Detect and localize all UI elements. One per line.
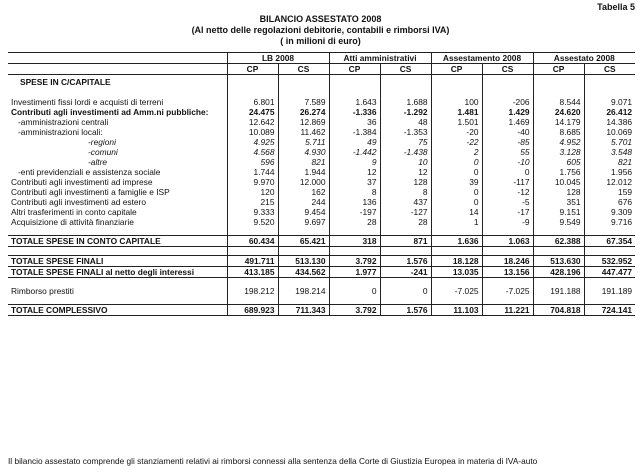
value-cell: -7.025 bbox=[431, 286, 482, 296]
column-header: CS bbox=[482, 64, 533, 75]
table-row bbox=[8, 197, 635, 207]
value-cell: 0 bbox=[431, 157, 482, 167]
value-cell: 67.354 bbox=[584, 236, 635, 247]
value-cell: 351 bbox=[533, 197, 584, 207]
value-cell: 4.568 bbox=[227, 147, 278, 157]
spacer-cell bbox=[380, 296, 431, 305]
value-cell: -85 bbox=[482, 137, 533, 147]
table-row bbox=[8, 286, 635, 296]
table-row bbox=[8, 207, 635, 217]
value-cell: 12.642 bbox=[227, 117, 278, 127]
value-cell: 6.801 bbox=[227, 97, 278, 107]
group-header: Assestato 2008 bbox=[533, 53, 635, 64]
row-label: TOTALE SPESE IN CONTO CAPITALE bbox=[8, 236, 227, 247]
spacer-row bbox=[8, 278, 635, 287]
value-cell: 3.792 bbox=[329, 305, 380, 316]
value-cell: 215 bbox=[227, 197, 278, 207]
value-cell: 198.214 bbox=[278, 286, 329, 296]
spacer-row bbox=[8, 227, 635, 236]
spacer-cell bbox=[482, 296, 533, 305]
value-cell: 4.952 bbox=[533, 137, 584, 147]
value-cell: 191.189 bbox=[584, 286, 635, 296]
value-cell: 8.685 bbox=[533, 127, 584, 137]
value-cell: 24.620 bbox=[533, 107, 584, 117]
spacer-cell bbox=[584, 296, 635, 305]
value-cell: -5 bbox=[482, 197, 533, 207]
value-cell: 1.576 bbox=[380, 256, 431, 267]
value-cell: 1.063 bbox=[482, 236, 533, 247]
value-cell: 437 bbox=[380, 197, 431, 207]
table-row bbox=[8, 305, 635, 316]
spacer-cell bbox=[584, 89, 635, 97]
budget-table bbox=[8, 52, 635, 316]
value-cell: 14.179 bbox=[533, 117, 584, 127]
column-header: CS bbox=[584, 64, 635, 75]
value-cell: 62.388 bbox=[533, 236, 584, 247]
value-cell: -7.025 bbox=[482, 286, 533, 296]
row-label: -regioni bbox=[88, 137, 116, 147]
column-header: CP bbox=[329, 64, 380, 75]
value-cell: 434.562 bbox=[278, 267, 329, 278]
value-cell: 491.711 bbox=[227, 256, 278, 267]
value-cell: -1.336 bbox=[329, 107, 380, 117]
value-cell: 8 bbox=[380, 187, 431, 197]
value-cell: -206 bbox=[482, 97, 533, 107]
value-cell: -241 bbox=[380, 267, 431, 278]
subtitle-line: (Al netto delle regolazioni debitorie, contabili e rimborsi IVA) bbox=[191, 25, 450, 35]
value-cell: 10.089 bbox=[227, 127, 278, 137]
group-header: LB 2008 bbox=[227, 53, 329, 64]
spacer-cell bbox=[533, 278, 584, 287]
spacer-cell bbox=[8, 247, 227, 256]
value-cell: 14.386 bbox=[584, 117, 635, 127]
spacer-cell bbox=[584, 227, 635, 236]
spacer-cell bbox=[227, 278, 278, 287]
value-cell: 8 bbox=[329, 187, 380, 197]
unit-line: ( in milioni di euro) bbox=[280, 36, 361, 46]
spacer-cell bbox=[482, 75, 533, 90]
value-cell: 128 bbox=[533, 187, 584, 197]
spacer-cell bbox=[329, 278, 380, 287]
table-row bbox=[8, 187, 635, 197]
value-cell: 689.923 bbox=[227, 305, 278, 316]
spacer-cell bbox=[584, 278, 635, 287]
value-cell: 10.069 bbox=[584, 127, 635, 137]
spacer-cell bbox=[380, 89, 431, 97]
section-row bbox=[8, 75, 635, 90]
spacer-cell bbox=[533, 227, 584, 236]
value-cell: 11.462 bbox=[278, 127, 329, 137]
table-row bbox=[8, 157, 635, 167]
table-row bbox=[8, 236, 635, 247]
value-cell: 3.128 bbox=[533, 147, 584, 157]
value-cell: 9.520 bbox=[227, 217, 278, 227]
value-cell: 1.429 bbox=[482, 107, 533, 117]
table-row bbox=[8, 217, 635, 227]
value-cell: 1.744 bbox=[227, 167, 278, 177]
value-cell: 28 bbox=[329, 217, 380, 227]
value-cell: 26.274 bbox=[278, 107, 329, 117]
row-label: TOTALE SPESE FINALI al netto degli interessi bbox=[8, 267, 227, 278]
value-cell: 1.977 bbox=[329, 267, 380, 278]
spacer-cell bbox=[380, 278, 431, 287]
spacer-cell bbox=[431, 278, 482, 287]
spacer-cell bbox=[431, 247, 482, 256]
value-cell: 318 bbox=[329, 236, 380, 247]
row-label: -enti previdenziali e assistenza sociale bbox=[18, 167, 161, 177]
table-row bbox=[8, 267, 635, 278]
value-cell: 55 bbox=[482, 147, 533, 157]
value-cell: 821 bbox=[278, 157, 329, 167]
value-cell: 447.477 bbox=[584, 267, 635, 278]
value-cell: 162 bbox=[278, 187, 329, 197]
value-cell: 4.930 bbox=[278, 147, 329, 157]
value-cell: 8.544 bbox=[533, 97, 584, 107]
value-cell: 75 bbox=[380, 137, 431, 147]
value-cell: 513.130 bbox=[278, 256, 329, 267]
spacer-cell bbox=[482, 247, 533, 256]
row-label: Contributi agli investimenti a famiglie e ISP bbox=[11, 187, 170, 197]
value-cell: 1.469 bbox=[482, 117, 533, 127]
value-cell: 5.701 bbox=[584, 137, 635, 147]
value-cell: 49 bbox=[329, 137, 380, 147]
row-label: TOTALE SPESE FINALI bbox=[8, 256, 227, 267]
spacer-cell bbox=[584, 75, 635, 90]
value-cell: 0 bbox=[431, 187, 482, 197]
row-label: Altri trasferimenti in conto capitale bbox=[11, 207, 137, 217]
spacer-cell bbox=[8, 296, 227, 305]
table-row bbox=[8, 167, 635, 177]
value-cell: 12.012 bbox=[584, 177, 635, 187]
table-row bbox=[8, 177, 635, 187]
title-line: BILANCIO ASSESTATO 2008 bbox=[259, 14, 382, 24]
spacer-cell bbox=[278, 227, 329, 236]
value-cell: 871 bbox=[380, 236, 431, 247]
spacer-cell bbox=[533, 247, 584, 256]
spacer-cell bbox=[380, 75, 431, 90]
value-cell: 3.792 bbox=[329, 256, 380, 267]
spacer-cell bbox=[482, 89, 533, 97]
value-cell: -10 bbox=[482, 157, 533, 167]
value-cell: 9.333 bbox=[227, 207, 278, 217]
spacer-cell bbox=[8, 89, 227, 97]
column-header: CS bbox=[278, 64, 329, 75]
value-cell: -127 bbox=[380, 207, 431, 217]
value-cell: 9.697 bbox=[278, 217, 329, 227]
value-cell: 1.688 bbox=[380, 97, 431, 107]
row-label: TOTALE COMPLESSIVO bbox=[8, 305, 227, 316]
table-number: Tabella 5 bbox=[597, 2, 635, 12]
value-cell: 0 bbox=[329, 286, 380, 296]
value-cell: 1.501 bbox=[431, 117, 482, 127]
row-label: Acquisizione di attività finanziarie bbox=[11, 217, 134, 227]
spacer-cell bbox=[227, 247, 278, 256]
value-cell: 1.956 bbox=[584, 167, 635, 177]
value-cell: 0 bbox=[482, 167, 533, 177]
value-cell: 413.185 bbox=[227, 267, 278, 278]
value-cell: 605 bbox=[533, 157, 584, 167]
value-cell: 596 bbox=[227, 157, 278, 167]
value-cell: 159 bbox=[584, 187, 635, 197]
value-cell: 0 bbox=[431, 167, 482, 177]
value-cell: -9 bbox=[482, 217, 533, 227]
value-cell: 12 bbox=[380, 167, 431, 177]
value-cell: 14 bbox=[431, 207, 482, 217]
spacer-cell bbox=[533, 75, 584, 90]
section-label: SPESE IN C/CAPITALE bbox=[20, 77, 111, 87]
footnote: Il bilancio assestato comprende gli stanziamenti relativi ai rimborsi connessi alla sentenza della Corte di Giustizia Europea in materia di IVA-auto bbox=[8, 456, 538, 466]
value-cell: 65.421 bbox=[278, 236, 329, 247]
value-cell: 532.952 bbox=[584, 256, 635, 267]
value-cell: 18.246 bbox=[482, 256, 533, 267]
value-cell: 12.869 bbox=[278, 117, 329, 127]
value-cell: 10 bbox=[380, 157, 431, 167]
value-cell: 48 bbox=[380, 117, 431, 127]
value-cell: 821 bbox=[584, 157, 635, 167]
value-cell: 120 bbox=[227, 187, 278, 197]
spacer-cell bbox=[329, 247, 380, 256]
spacer-cell bbox=[227, 296, 278, 305]
spacer-cell bbox=[8, 227, 227, 236]
value-cell: 39 bbox=[431, 177, 482, 187]
row-label: Contributi agli investimenti ad estero bbox=[11, 197, 146, 207]
value-cell: 28 bbox=[380, 217, 431, 227]
value-cell: -20 bbox=[431, 127, 482, 137]
spacer-row bbox=[8, 89, 635, 97]
value-cell: 7.589 bbox=[278, 97, 329, 107]
spacer-cell bbox=[329, 227, 380, 236]
table-row bbox=[8, 127, 635, 137]
value-cell: -1.353 bbox=[380, 127, 431, 137]
value-cell: 5.711 bbox=[278, 137, 329, 147]
value-cell: -197 bbox=[329, 207, 380, 217]
table-row bbox=[8, 147, 635, 157]
spacer-cell bbox=[482, 278, 533, 287]
value-cell: 9.970 bbox=[227, 177, 278, 187]
spacer-cell bbox=[533, 296, 584, 305]
spacer-cell bbox=[278, 296, 329, 305]
value-cell: 18.128 bbox=[431, 256, 482, 267]
value-cell: 1.643 bbox=[329, 97, 380, 107]
document-title bbox=[0, 14, 641, 47]
row-label: Contributi agli investimenti ad Amm.ni pubbliche: bbox=[11, 107, 209, 117]
table-row bbox=[8, 97, 635, 107]
spacer-cell bbox=[482, 227, 533, 236]
spacer-cell bbox=[533, 89, 584, 97]
spacer-cell bbox=[278, 89, 329, 97]
value-cell: -117 bbox=[482, 177, 533, 187]
value-cell: 1.636 bbox=[431, 236, 482, 247]
row-label: -amministrazioni locali: bbox=[18, 127, 103, 137]
value-cell: 1.944 bbox=[278, 167, 329, 177]
spacer-cell bbox=[431, 227, 482, 236]
value-cell: 513.630 bbox=[533, 256, 584, 267]
value-cell: 711.343 bbox=[278, 305, 329, 316]
value-cell: 4.925 bbox=[227, 137, 278, 147]
value-cell: 1.576 bbox=[380, 305, 431, 316]
value-cell: 704.818 bbox=[533, 305, 584, 316]
value-cell: 198.212 bbox=[227, 286, 278, 296]
spacer-cell bbox=[227, 227, 278, 236]
value-cell: -1.442 bbox=[329, 147, 380, 157]
group-header: Atti amministrativi bbox=[329, 53, 431, 64]
value-cell: 26.412 bbox=[584, 107, 635, 117]
column-header: CP bbox=[533, 64, 584, 75]
spacer-row bbox=[8, 247, 635, 256]
spacer-cell bbox=[329, 89, 380, 97]
value-cell: 9 bbox=[329, 157, 380, 167]
value-cell: 11.103 bbox=[431, 305, 482, 316]
value-cell: 0 bbox=[431, 197, 482, 207]
row-label: Contributi agli investimenti ad imprese bbox=[11, 177, 153, 187]
value-cell: 12.000 bbox=[278, 177, 329, 187]
spacer-cell bbox=[329, 75, 380, 90]
value-cell: -1.384 bbox=[329, 127, 380, 137]
spacer-cell bbox=[227, 89, 278, 97]
table-row bbox=[8, 256, 635, 267]
value-cell: 2 bbox=[431, 147, 482, 157]
value-cell: -1.438 bbox=[380, 147, 431, 157]
value-cell: -22 bbox=[431, 137, 482, 147]
value-cell: 13.035 bbox=[431, 267, 482, 278]
group-header: Assestamento 2008 bbox=[431, 53, 533, 64]
header-blank bbox=[8, 53, 227, 64]
spacer-cell bbox=[329, 296, 380, 305]
spacer-cell bbox=[278, 278, 329, 287]
value-cell: 191.188 bbox=[533, 286, 584, 296]
value-cell: 36 bbox=[329, 117, 380, 127]
spacer-cell bbox=[227, 75, 278, 90]
spacer-cell bbox=[431, 75, 482, 90]
value-cell: -1.292 bbox=[380, 107, 431, 117]
table-body bbox=[8, 75, 635, 316]
value-cell: 9.151 bbox=[533, 207, 584, 217]
value-cell: 128 bbox=[380, 177, 431, 187]
row-label: -altre bbox=[88, 157, 108, 167]
value-cell: -17 bbox=[482, 207, 533, 217]
spacer-cell bbox=[431, 89, 482, 97]
spacer-row bbox=[8, 296, 635, 305]
table-row bbox=[8, 107, 635, 117]
value-cell: 428.196 bbox=[533, 267, 584, 278]
value-cell: 244 bbox=[278, 197, 329, 207]
header-blank bbox=[8, 64, 227, 75]
value-cell: 13.156 bbox=[482, 267, 533, 278]
spacer-cell bbox=[278, 75, 329, 90]
value-cell: 0 bbox=[380, 286, 431, 296]
value-cell: 11.221 bbox=[482, 305, 533, 316]
value-cell: 676 bbox=[584, 197, 635, 207]
row-label: -comuni bbox=[88, 147, 118, 157]
value-cell: 37 bbox=[329, 177, 380, 187]
spacer-cell bbox=[431, 296, 482, 305]
row-label: Investimenti fissi lordi e acquisti di terreni bbox=[11, 97, 164, 107]
table-row bbox=[8, 117, 635, 127]
value-cell: 1.756 bbox=[533, 167, 584, 177]
value-cell: 12 bbox=[329, 167, 380, 177]
value-cell: 3.548 bbox=[584, 147, 635, 157]
value-cell: 136 bbox=[329, 197, 380, 207]
spacer-cell bbox=[8, 278, 227, 287]
spacer-cell bbox=[584, 247, 635, 256]
value-cell: 9.549 bbox=[533, 217, 584, 227]
value-cell: 9.071 bbox=[584, 97, 635, 107]
value-cell: 9.454 bbox=[278, 207, 329, 217]
value-cell: 60.434 bbox=[227, 236, 278, 247]
value-cell: -40 bbox=[482, 127, 533, 137]
spacer-cell bbox=[380, 227, 431, 236]
value-cell: 1.481 bbox=[431, 107, 482, 117]
value-cell: 24.475 bbox=[227, 107, 278, 117]
value-cell: -12 bbox=[482, 187, 533, 197]
row-label: -amministrazioni centrali bbox=[18, 117, 109, 127]
value-cell: 100 bbox=[431, 97, 482, 107]
value-cell: 9.716 bbox=[584, 217, 635, 227]
row-label: Rimborso prestiti bbox=[11, 286, 74, 296]
spacer-cell bbox=[380, 247, 431, 256]
value-cell: 9.309 bbox=[584, 207, 635, 217]
value-cell: 724.141 bbox=[584, 305, 635, 316]
table-row bbox=[8, 137, 635, 147]
spacer-cell bbox=[278, 247, 329, 256]
column-header: CP bbox=[227, 64, 278, 75]
column-header: CS bbox=[380, 64, 431, 75]
column-header: CP bbox=[431, 64, 482, 75]
value-cell: 10.045 bbox=[533, 177, 584, 187]
value-cell: 1 bbox=[431, 217, 482, 227]
